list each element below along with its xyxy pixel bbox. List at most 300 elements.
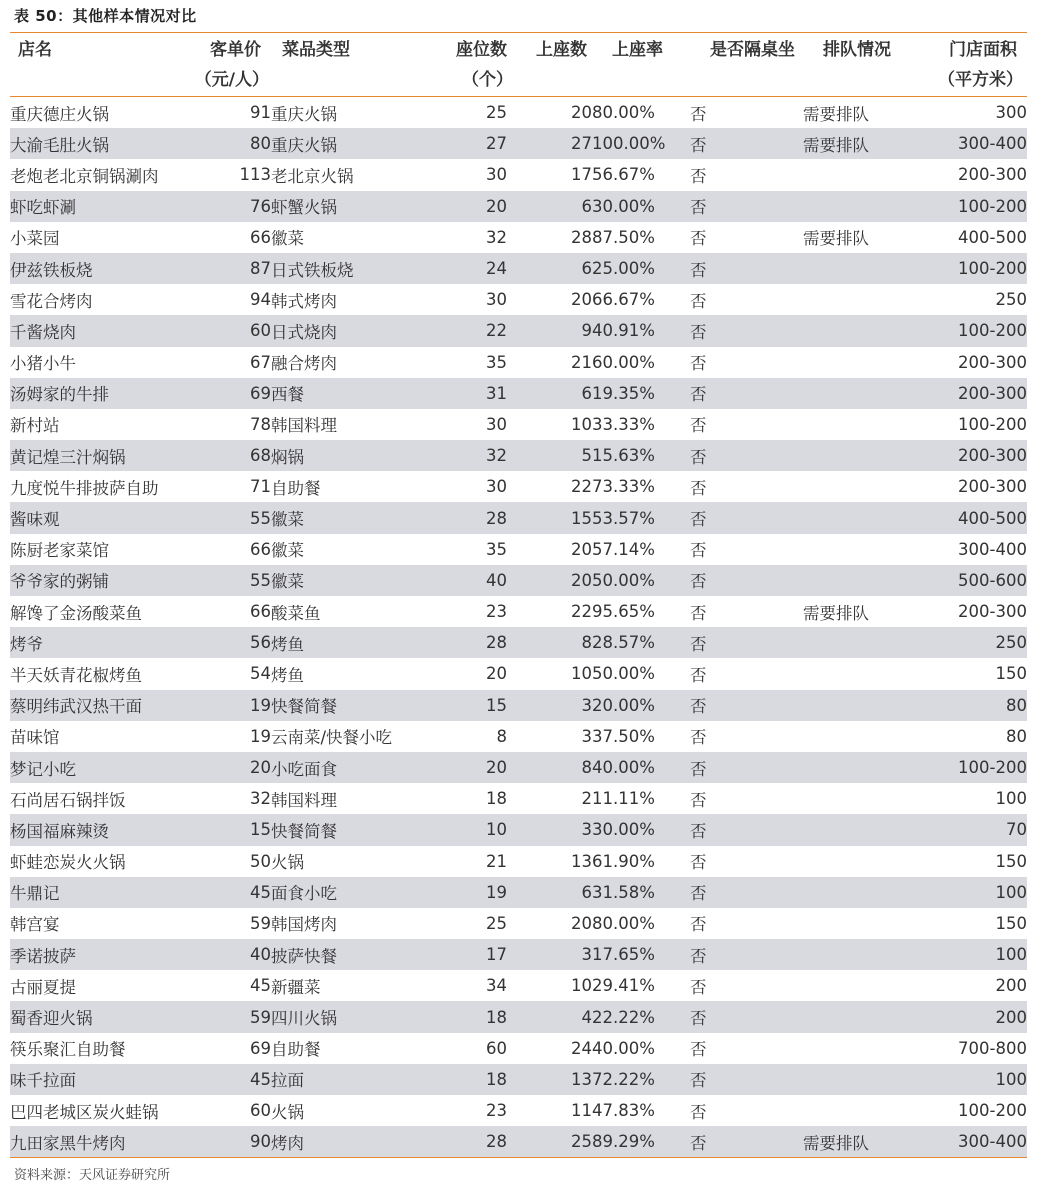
cell-separated: 否 xyxy=(690,159,803,190)
cell-rate: 56.67% xyxy=(592,159,690,190)
cell-price: 69 xyxy=(180,378,271,409)
cell-price: 91 xyxy=(180,97,271,128)
cell-separated: 否 xyxy=(690,1126,803,1157)
table-title: 表 50：其他样本情况对比 xyxy=(14,7,197,25)
cell-rate: 89.29% xyxy=(592,1126,690,1157)
table-row xyxy=(10,752,1027,783)
cell-seats: 30 xyxy=(421,471,507,502)
table-row xyxy=(10,534,1027,565)
cell-rate: 17.65% xyxy=(592,939,690,970)
cell-cuisine: 新疆菜 xyxy=(271,970,421,1001)
cell-area: 150 xyxy=(916,846,1027,877)
cell-name: 古丽夏提 xyxy=(10,970,180,1001)
cell-occupied: 5 xyxy=(507,440,592,471)
cell-price: 59 xyxy=(180,908,271,939)
cell-name: 牛鼎记 xyxy=(10,877,180,908)
cell-cuisine: 披萨快餐 xyxy=(271,939,421,970)
cell-price: 56 xyxy=(180,627,271,658)
header-occupied: 上座数 xyxy=(536,40,587,60)
table-row xyxy=(10,253,1027,284)
cell-cuisine: 重庆火锅 xyxy=(271,128,421,159)
cell-name: 小猪小牛 xyxy=(10,347,180,378)
cell-area: 200-300 xyxy=(916,596,1027,627)
cell-queue xyxy=(803,534,916,565)
cell-area: 300-400 xyxy=(916,1126,1027,1157)
table-row xyxy=(10,1001,1027,1032)
cell-price: 66 xyxy=(180,222,271,253)
cell-occupied: 11 xyxy=(507,1095,592,1126)
cell-occupied: 20 xyxy=(507,908,592,939)
table-row xyxy=(10,191,1027,222)
table-row xyxy=(10,128,1027,159)
cell-rate: 22.22% xyxy=(592,1001,690,1032)
header-separated: 是否隔桌坐 xyxy=(710,40,795,60)
cell-price: 66 xyxy=(180,596,271,627)
cell-occupied: 28 xyxy=(507,222,592,253)
cell-separated: 否 xyxy=(690,752,803,783)
cell-rate: 40.91% xyxy=(592,315,690,346)
table-row xyxy=(10,378,1027,409)
cell-seats: 60 xyxy=(421,1033,507,1064)
cell-price: 76 xyxy=(180,191,271,222)
cell-rate: 73.33% xyxy=(592,471,690,502)
cell-occupied: 3 xyxy=(507,690,592,721)
cell-queue xyxy=(803,877,916,908)
header-area: 门店面积 （平方米） xyxy=(938,40,1023,90)
cell-cuisine: 烤鱼 xyxy=(271,658,421,689)
cell-queue: 需要排队 xyxy=(803,222,916,253)
cell-occupied: 13 xyxy=(507,1064,592,1095)
cell-separated: 否 xyxy=(690,690,803,721)
cell-occupied: 6 xyxy=(507,877,592,908)
cell-area: 80 xyxy=(916,690,1027,721)
cell-queue xyxy=(803,721,916,752)
cell-separated: 否 xyxy=(690,222,803,253)
cell-seats: 35 xyxy=(421,347,507,378)
cell-name: 雪花合烤肉 xyxy=(10,284,180,315)
cell-area: 400-500 xyxy=(916,222,1027,253)
cell-occupied: 17 xyxy=(507,159,592,190)
table-row xyxy=(10,222,1027,253)
cell-separated: 否 xyxy=(690,970,803,1001)
cell-cuisine: 韩国料理 xyxy=(271,409,421,440)
cell-separated: 否 xyxy=(690,627,803,658)
cell-queue xyxy=(803,159,916,190)
cell-seats: 24 xyxy=(421,253,507,284)
table-row xyxy=(10,565,1027,596)
cell-area: 200-300 xyxy=(916,471,1027,502)
header-queue: 排队情况 xyxy=(823,40,891,60)
table-row xyxy=(10,908,1027,939)
cell-cuisine: 四川火锅 xyxy=(271,1001,421,1032)
cell-cuisine: 徽菜 xyxy=(271,222,421,253)
data-table xyxy=(10,32,1027,1158)
table-row xyxy=(10,471,1027,502)
cell-occupied: 8 xyxy=(507,627,592,658)
bottom-rule xyxy=(10,1157,1027,1158)
cell-price: 45 xyxy=(180,877,271,908)
cell-rate: 72.22% xyxy=(592,1064,690,1095)
cell-occupied: 10 xyxy=(507,658,592,689)
cell-separated: 否 xyxy=(690,97,803,128)
cell-cuisine: 韩国烤肉 xyxy=(271,908,421,939)
cell-cuisine: 老北京火锅 xyxy=(271,159,421,190)
cell-name: 陈厨老家菜馆 xyxy=(10,534,180,565)
table-row xyxy=(10,1126,1027,1157)
cell-occupied: 15 xyxy=(507,502,592,533)
header-price: 客单价 （元/人） xyxy=(194,40,269,90)
table-row xyxy=(10,1095,1027,1126)
cell-name: 季诺披萨 xyxy=(10,939,180,970)
cell-cuisine: 火锅 xyxy=(271,1095,421,1126)
cell-separated: 否 xyxy=(690,315,803,346)
cell-name: 梦记小吃 xyxy=(10,752,180,783)
table-header xyxy=(10,33,1027,97)
cell-separated: 否 xyxy=(690,814,803,845)
cell-queue xyxy=(803,284,916,315)
cell-cuisine: 韩式烤肉 xyxy=(271,284,421,315)
cell-seats: 20 xyxy=(421,191,507,222)
cell-area: 100-200 xyxy=(916,191,1027,222)
cell-area: 150 xyxy=(916,658,1027,689)
cell-rate: 20.00% xyxy=(592,690,690,721)
cell-occupied: 20 xyxy=(507,565,592,596)
cell-occupied: 22 xyxy=(507,596,592,627)
cell-separated: 否 xyxy=(690,378,803,409)
cell-rate: 66.67% xyxy=(592,284,690,315)
cell-separated: 否 xyxy=(690,440,803,471)
cell-separated: 否 xyxy=(690,128,803,159)
cell-rate: 80.00% xyxy=(592,97,690,128)
cell-rate: 30.00% xyxy=(592,814,690,845)
table-row xyxy=(10,627,1027,658)
cell-name: 九田家黑牛烤肉 xyxy=(10,1126,180,1157)
cell-area: 200-300 xyxy=(916,347,1027,378)
cell-occupied: 8 xyxy=(507,752,592,783)
cell-queue: 需要排队 xyxy=(803,1126,916,1157)
cell-occupied: 22 xyxy=(507,471,592,502)
cell-area: 100-200 xyxy=(916,752,1027,783)
cell-price: 32 xyxy=(180,783,271,814)
cell-price: 68 xyxy=(180,440,271,471)
cell-area: 100-200 xyxy=(916,315,1027,346)
cell-occupied: 2 xyxy=(507,783,592,814)
table-row xyxy=(10,596,1027,627)
cell-name: 虾蛙恋炭火火锅 xyxy=(10,846,180,877)
cell-area: 300-400 xyxy=(916,534,1027,565)
cell-separated: 否 xyxy=(690,721,803,752)
cell-seats: 18 xyxy=(421,783,507,814)
cell-area: 100-200 xyxy=(916,409,1027,440)
cell-name: 韩宫宴 xyxy=(10,908,180,939)
cell-name: 千酱烧肉 xyxy=(10,315,180,346)
cell-seats: 32 xyxy=(421,222,507,253)
cell-seats: 18 xyxy=(421,1064,507,1095)
cell-price: 113 xyxy=(180,159,271,190)
cell-seats: 35 xyxy=(421,534,507,565)
cell-queue xyxy=(803,253,916,284)
cell-price: 59 xyxy=(180,1001,271,1032)
cell-cuisine: 酸菜鱼 xyxy=(271,596,421,627)
cell-occupied: 10 xyxy=(507,970,592,1001)
cell-occupied: 6 xyxy=(507,253,592,284)
cell-separated: 否 xyxy=(690,846,803,877)
cell-occupied: 4 xyxy=(507,1001,592,1032)
cell-queue xyxy=(803,1095,916,1126)
cell-separated: 否 xyxy=(690,1033,803,1064)
cell-occupied: 13 xyxy=(507,846,592,877)
cell-area: 150 xyxy=(916,908,1027,939)
cell-occupied: 3 xyxy=(507,814,592,845)
cell-area: 80 xyxy=(916,721,1027,752)
cell-queue xyxy=(803,409,916,440)
cell-seats: 30 xyxy=(421,159,507,190)
cell-queue xyxy=(803,191,916,222)
cell-rate: 57.14% xyxy=(592,534,690,565)
cell-seats: 10 xyxy=(421,814,507,845)
cell-name: 蜀香迎火锅 xyxy=(10,1001,180,1032)
cell-queue xyxy=(803,1001,916,1032)
cell-rate: 15.63% xyxy=(592,440,690,471)
cell-occupied: 20 xyxy=(507,97,592,128)
cell-seats: 27 xyxy=(421,128,507,159)
table-row xyxy=(10,347,1027,378)
cell-cuisine: 日式铁板烧 xyxy=(271,253,421,284)
cell-queue xyxy=(803,752,916,783)
cell-separated: 否 xyxy=(690,1095,803,1126)
cell-cuisine: 重庆火锅 xyxy=(271,97,421,128)
cell-name: 大渝毛肚火锅 xyxy=(10,128,180,159)
cell-price: 66 xyxy=(180,534,271,565)
cell-name: 苗味馆 xyxy=(10,721,180,752)
cell-queue xyxy=(803,440,916,471)
cell-seats: 25 xyxy=(421,97,507,128)
cell-price: 90 xyxy=(180,1126,271,1157)
cell-queue xyxy=(803,315,916,346)
cell-price: 60 xyxy=(180,315,271,346)
cell-rate: 50.00% xyxy=(592,658,690,689)
cell-occupied: 20 xyxy=(507,284,592,315)
table-row xyxy=(10,440,1027,471)
cell-cuisine: 融合烤肉 xyxy=(271,347,421,378)
cell-rate: 53.57% xyxy=(592,502,690,533)
cell-cuisine: 火锅 xyxy=(271,846,421,877)
cell-seats: 31 xyxy=(421,378,507,409)
cell-name: 九度悦牛排披萨自助 xyxy=(10,471,180,502)
cell-price: 19 xyxy=(180,721,271,752)
cell-queue xyxy=(803,378,916,409)
header-name: 店名 xyxy=(18,40,52,60)
cell-area: 300-400 xyxy=(916,128,1027,159)
cell-occupied: 20 xyxy=(507,534,592,565)
cell-name: 小菜园 xyxy=(10,222,180,253)
cell-area: 400-500 xyxy=(916,502,1027,533)
cell-area: 200 xyxy=(916,970,1027,1001)
cell-name: 伊兹铁板烧 xyxy=(10,253,180,284)
cell-seats: 32 xyxy=(421,440,507,471)
cell-separated: 否 xyxy=(690,908,803,939)
cell-occupied: 6 xyxy=(507,378,592,409)
cell-rate: 29.41% xyxy=(592,970,690,1001)
cell-cuisine: 徽菜 xyxy=(271,565,421,596)
cell-cuisine: 自助餐 xyxy=(271,1033,421,1064)
cell-occupied: 9 xyxy=(507,315,592,346)
cell-seats: 23 xyxy=(421,596,507,627)
cell-occupied: 27 xyxy=(507,128,592,159)
cell-queue xyxy=(803,658,916,689)
cell-name: 解馋了金汤酸菜鱼 xyxy=(10,596,180,627)
cell-queue xyxy=(803,565,916,596)
cell-occupied: 10 xyxy=(507,409,592,440)
table-row xyxy=(10,877,1027,908)
cell-price: 45 xyxy=(180,1064,271,1095)
cell-area: 100-200 xyxy=(916,1095,1027,1126)
cell-name: 蔡明纬武汉热干面 xyxy=(10,690,180,721)
cell-seats: 30 xyxy=(421,409,507,440)
cell-area: 200-300 xyxy=(916,440,1027,471)
table-row xyxy=(10,502,1027,533)
table-row xyxy=(10,721,1027,752)
header-rate: 上座率 xyxy=(612,40,663,60)
cell-separated: 否 xyxy=(690,284,803,315)
table-row xyxy=(10,814,1027,845)
cell-price: 40 xyxy=(180,939,271,970)
cell-area: 100 xyxy=(916,939,1027,970)
table-row xyxy=(10,846,1027,877)
cell-rate: 40.00% xyxy=(592,1033,690,1064)
cell-seats: 28 xyxy=(421,502,507,533)
cell-seats: 25 xyxy=(421,908,507,939)
cell-rate: 37.50% xyxy=(592,721,690,752)
cell-area: 300 xyxy=(916,97,1027,128)
cell-separated: 否 xyxy=(690,783,803,814)
cell-occupied: 24 xyxy=(507,1033,592,1064)
cell-area: 250 xyxy=(916,627,1027,658)
table-row xyxy=(10,409,1027,440)
cell-price: 67 xyxy=(180,347,271,378)
cell-name: 筷乐聚汇自助餐 xyxy=(10,1033,180,1064)
cell-cuisine: 快餐简餐 xyxy=(271,814,421,845)
cell-cuisine: 日式烧肉 xyxy=(271,315,421,346)
cell-price: 87 xyxy=(180,253,271,284)
cell-separated: 否 xyxy=(690,939,803,970)
cell-price: 45 xyxy=(180,970,271,1001)
cell-cuisine: 韩国料理 xyxy=(271,783,421,814)
cell-name: 巴四老城区炭火蛙锅 xyxy=(10,1095,180,1126)
cell-queue xyxy=(803,939,916,970)
cell-name: 石尚居石锅拌饭 xyxy=(10,783,180,814)
cell-occupied: 3 xyxy=(507,939,592,970)
cell-rate: 31.58% xyxy=(592,877,690,908)
cell-area: 100 xyxy=(916,1064,1027,1095)
cell-rate: 33.33% xyxy=(592,409,690,440)
cell-price: 54 xyxy=(180,658,271,689)
cell-rate: 95.65% xyxy=(592,596,690,627)
cell-name: 黄记煌三汁焖锅 xyxy=(10,440,180,471)
table-row xyxy=(10,939,1027,970)
table-row xyxy=(10,690,1027,721)
cell-price: 94 xyxy=(180,284,271,315)
cell-separated: 否 xyxy=(690,877,803,908)
cell-price: 71 xyxy=(180,471,271,502)
cell-area: 500-600 xyxy=(916,565,1027,596)
cell-rate: 47.83% xyxy=(592,1095,690,1126)
cell-area: 100 xyxy=(916,783,1027,814)
cell-queue xyxy=(803,627,916,658)
table-row xyxy=(10,315,1027,346)
table-row xyxy=(10,658,1027,689)
cell-name: 爷爷家的粥铺 xyxy=(10,565,180,596)
cell-name: 虾吃虾涮 xyxy=(10,191,180,222)
cell-price: 55 xyxy=(180,502,271,533)
header-cuisine: 菜品类型 xyxy=(282,40,350,60)
cell-seats: 30 xyxy=(421,284,507,315)
cell-seats: 8 xyxy=(421,721,507,752)
cell-price: 19 xyxy=(180,690,271,721)
cell-rate: 11.11% xyxy=(592,783,690,814)
cell-seats: 23 xyxy=(421,1095,507,1126)
cell-area: 700-800 xyxy=(916,1033,1027,1064)
cell-price: 60 xyxy=(180,1095,271,1126)
cell-seats: 20 xyxy=(421,752,507,783)
cell-cuisine: 虾蟹火锅 xyxy=(271,191,421,222)
cell-cuisine: 小吃面食 xyxy=(271,752,421,783)
cell-area: 200-300 xyxy=(916,378,1027,409)
cell-seats: 28 xyxy=(421,627,507,658)
cell-cuisine: 徽菜 xyxy=(271,502,421,533)
cell-occupied: 6 xyxy=(507,191,592,222)
cell-rate: 50.00% xyxy=(592,565,690,596)
table-row xyxy=(10,284,1027,315)
cell-rate: 60.00% xyxy=(592,347,690,378)
cell-separated: 否 xyxy=(690,253,803,284)
cell-separated: 否 xyxy=(690,534,803,565)
table-row xyxy=(10,1064,1027,1095)
cell-name: 重庆德庄火锅 xyxy=(10,97,180,128)
cell-seats: 21 xyxy=(421,846,507,877)
cell-price: 69 xyxy=(180,1033,271,1064)
cell-price: 20 xyxy=(180,752,271,783)
cell-separated: 否 xyxy=(690,658,803,689)
cell-name: 味千拉面 xyxy=(10,1064,180,1095)
cell-separated: 否 xyxy=(690,347,803,378)
cell-queue xyxy=(803,690,916,721)
cell-seats: 15 xyxy=(421,690,507,721)
cell-seats: 17 xyxy=(421,939,507,970)
cell-cuisine: 拉面 xyxy=(271,1064,421,1095)
cell-rate: 30.00% xyxy=(592,191,690,222)
cell-separated: 否 xyxy=(690,1001,803,1032)
cell-area: 250 xyxy=(916,284,1027,315)
cell-separated: 否 xyxy=(690,191,803,222)
cell-price: 50 xyxy=(180,846,271,877)
cell-price: 78 xyxy=(180,409,271,440)
cell-queue xyxy=(803,970,916,1001)
cell-cuisine: 烤鱼 xyxy=(271,627,421,658)
cell-separated: 否 xyxy=(690,471,803,502)
cell-rate: 87.50% xyxy=(592,222,690,253)
cell-seats: 34 xyxy=(421,970,507,1001)
cell-area: 100-200 xyxy=(916,253,1027,284)
cell-cuisine: 焖锅 xyxy=(271,440,421,471)
cell-separated: 否 xyxy=(690,565,803,596)
cell-seats: 28 xyxy=(421,1126,507,1157)
table-row xyxy=(10,970,1027,1001)
cell-name: 汤姆家的牛排 xyxy=(10,378,180,409)
cell-occupied: 3 xyxy=(507,721,592,752)
table-row xyxy=(10,1033,1027,1064)
cell-cuisine: 西餐 xyxy=(271,378,421,409)
